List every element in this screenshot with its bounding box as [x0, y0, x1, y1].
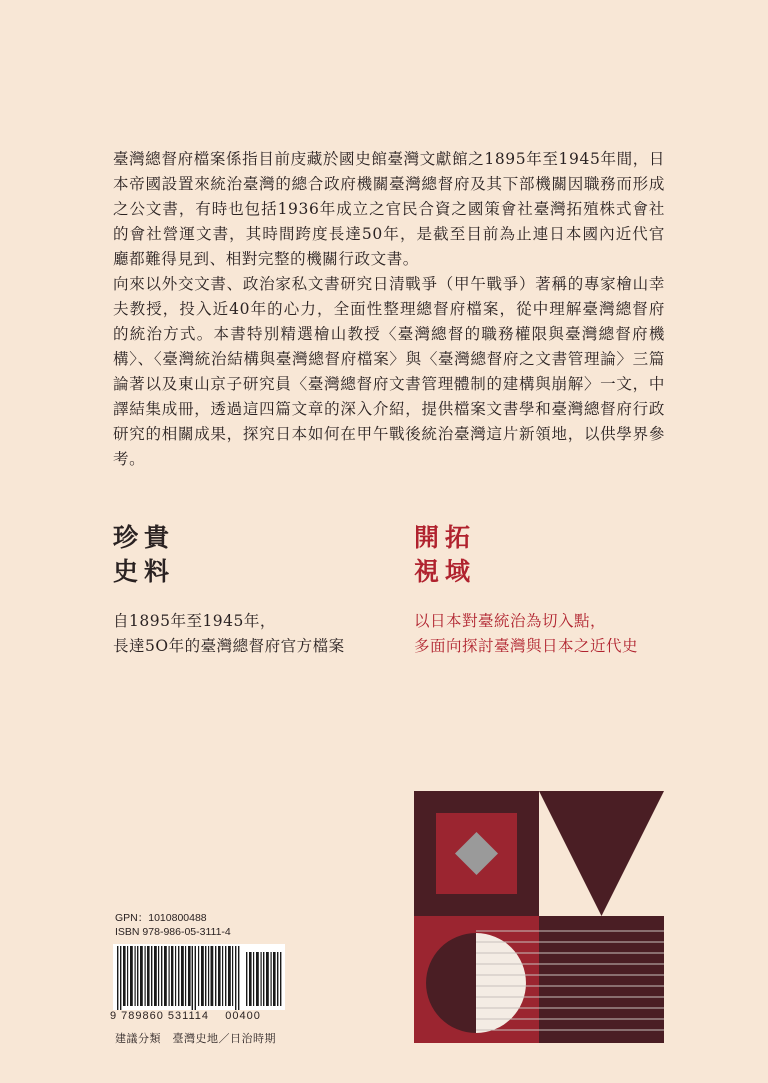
feature-heading-right — [414, 521, 476, 589]
feature-subtitle-left — [113, 609, 345, 659]
gpn-label: GPN：1010800488 — [115, 912, 207, 924]
intro-paragraph-1: 臺灣總督府檔案係指目前庋藏於國史館臺灣文獻館之1895年至1945年間，日本帝國設置來統治臺灣的總合政府機關臺灣總督府及其下部機關因職務而形成之公文書，有時也包括1936年成立之官民合資之國策會社臺灣拓殖株式會社的會社營運文書，其時間跨度長達50年，是截至目前為止連日本國內近代官廳都難得見到、相對完整的機關行政文書。 — [113, 150, 665, 268]
subtitle-line: 多面向探討臺灣與日本之近代史 — [414, 637, 639, 655]
geometric-artwork — [414, 791, 664, 1043]
barcode-digits: 9 789860 531114 00400 — [110, 1010, 261, 1022]
classification-label: 建議分類 臺灣史地／日治時期 — [115, 1032, 276, 1045]
isbn-label: ISBN 978-986-05-3111-4 — [115, 926, 231, 938]
heading-line: 開拓 — [414, 523, 477, 552]
feature-heading-left — [113, 521, 175, 589]
art-dark-block — [539, 916, 664, 1043]
intro-text — [113, 147, 665, 472]
heading-line: 史料 — [113, 557, 176, 586]
intro-paragraph-2: 向來以外交文書、政治家私文書研究日清戰爭（甲午戰爭）著稱的專家檜山幸夫教授，投入近40年的心力，全面性整理總督府檔案，從中理解臺灣總督府的統治方式。本書特別精選檜山教授〈臺灣總督的職務權限與臺灣總督府機構〉、〈臺灣統治結構與臺灣總督府檔案〉與〈臺灣總督府之文書管理論〉三篇論著以及東山京子研究員〈臺灣總督府文書管理體制的建構與崩解〉一文，中譯結集成冊，透過這四篇文章的深入介紹，提供檔案文書學和臺灣總督府行政研究的相關成果，探究日本如何在甲午戰後統治臺灣這片新領地，以供學界參考。 — [113, 275, 665, 468]
heading-line: 視域 — [414, 557, 477, 586]
subtitle-line: 長達5O年的臺灣總督府官方檔案 — [113, 637, 345, 655]
subtitle-line: 以日本對臺統治為切入點， — [414, 612, 607, 630]
art-triangle — [539, 791, 664, 916]
isbn-barcode — [113, 944, 285, 1010]
feature-subtitle-right — [414, 609, 638, 659]
subtitle-line: 自1895年至1945年， — [113, 612, 276, 630]
heading-line: 珍貴 — [113, 523, 176, 552]
